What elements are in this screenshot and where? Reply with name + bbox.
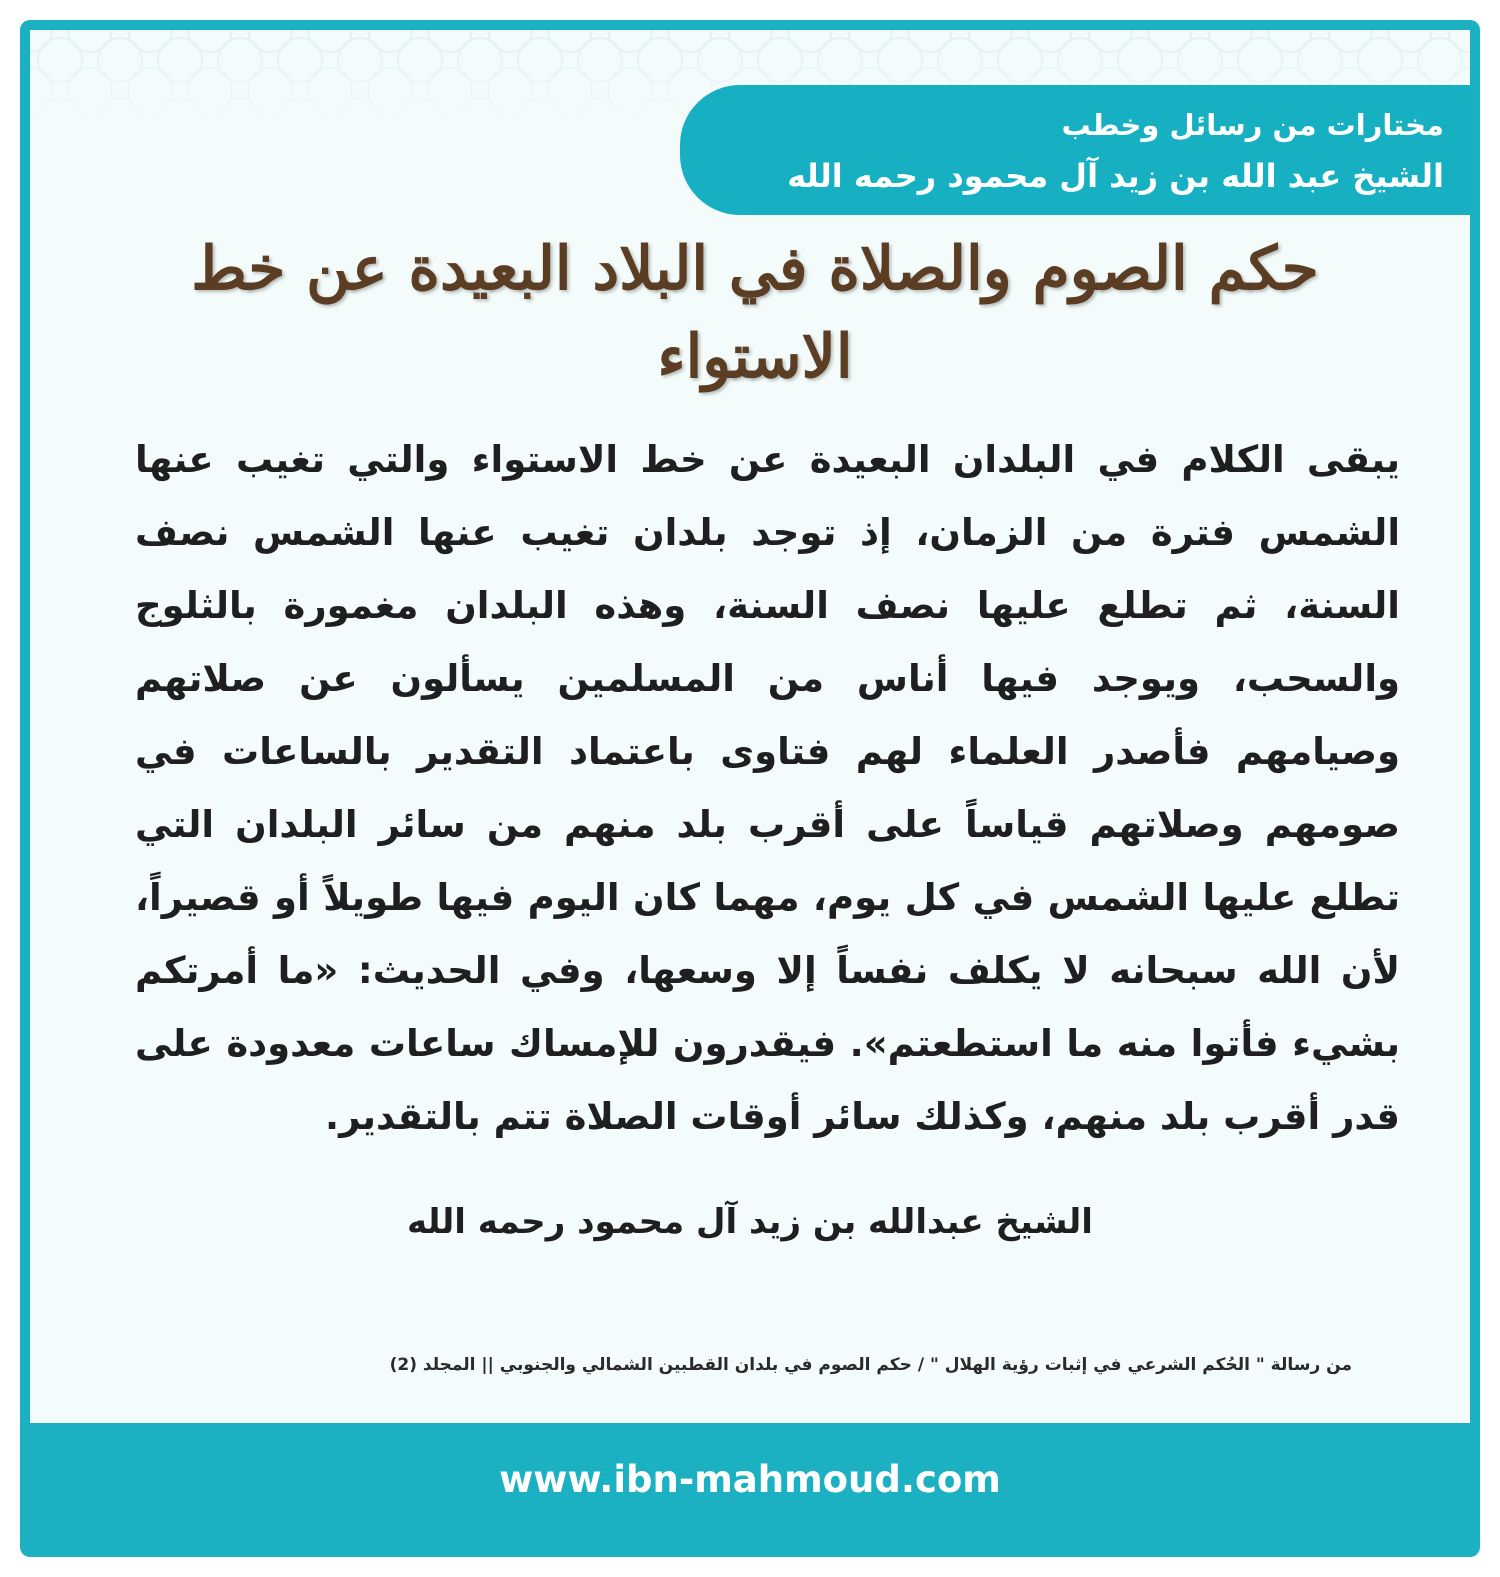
source-citation: من رسالة " الحُكم الشرعي في إثبات رؤية الهلال " / حكم الصوم في بلدان القطبين الشمالي والجنوبي || المجلد (2): [389, 1355, 1352, 1375]
content-card: [30, 30, 1470, 1423]
article-body: يبقى الكلام في البلدان البعيدة عن خط الاستواء والتي تغيب عنها الشمس فترة من الزمان، إذ توجد بلدان تغيب عنها الشمس نصف السنة، ثم تطلع عليها نصف السنة، وهذه البلدان مغمورة بالثلوج والسحب، ويوجد فيها أناس من المسلمين يسألون عن صلاتهم وصيامهم فأصدر العلماء لهم فتاوى باعتماد التقدير بالساعات في صومهم وصلاتهم قياساً على أقرب بلد منهم من سائر البلدان التي تطلع عليها الشمس في كل يوم، مهما كان اليوم فيها طويلاً أو قصيراً، لأن الله سبحانه لا يكلف نفساً إلا وسعها، وفي الحديث: «ما أمرتكم بشيء فأتوا منه ما استطعتم». فيقدرون للإمساك ساعات معدودة على قدر أقرب بلد منهم، وكذلك سائر أوقات الصلاة تتم بالتقدير.: [135, 438, 1400, 1138]
author-signature: الشيخ عبدالله بن زيد آل محمود رحمه الله: [407, 1202, 1093, 1242]
series-title: مختارات من رسائل وخطب: [1061, 108, 1444, 142]
website-link[interactable]: www.ibn-mahmoud.com: [499, 1458, 1001, 1501]
series-author: الشيخ عبد الله بن زيد آل محمود رحمه الله: [787, 157, 1444, 195]
article-title: حكم الصوم والصلاة في البلاد البعيدة عن خط الاستواء: [191, 234, 1319, 392]
series-banner: [680, 85, 1470, 215]
